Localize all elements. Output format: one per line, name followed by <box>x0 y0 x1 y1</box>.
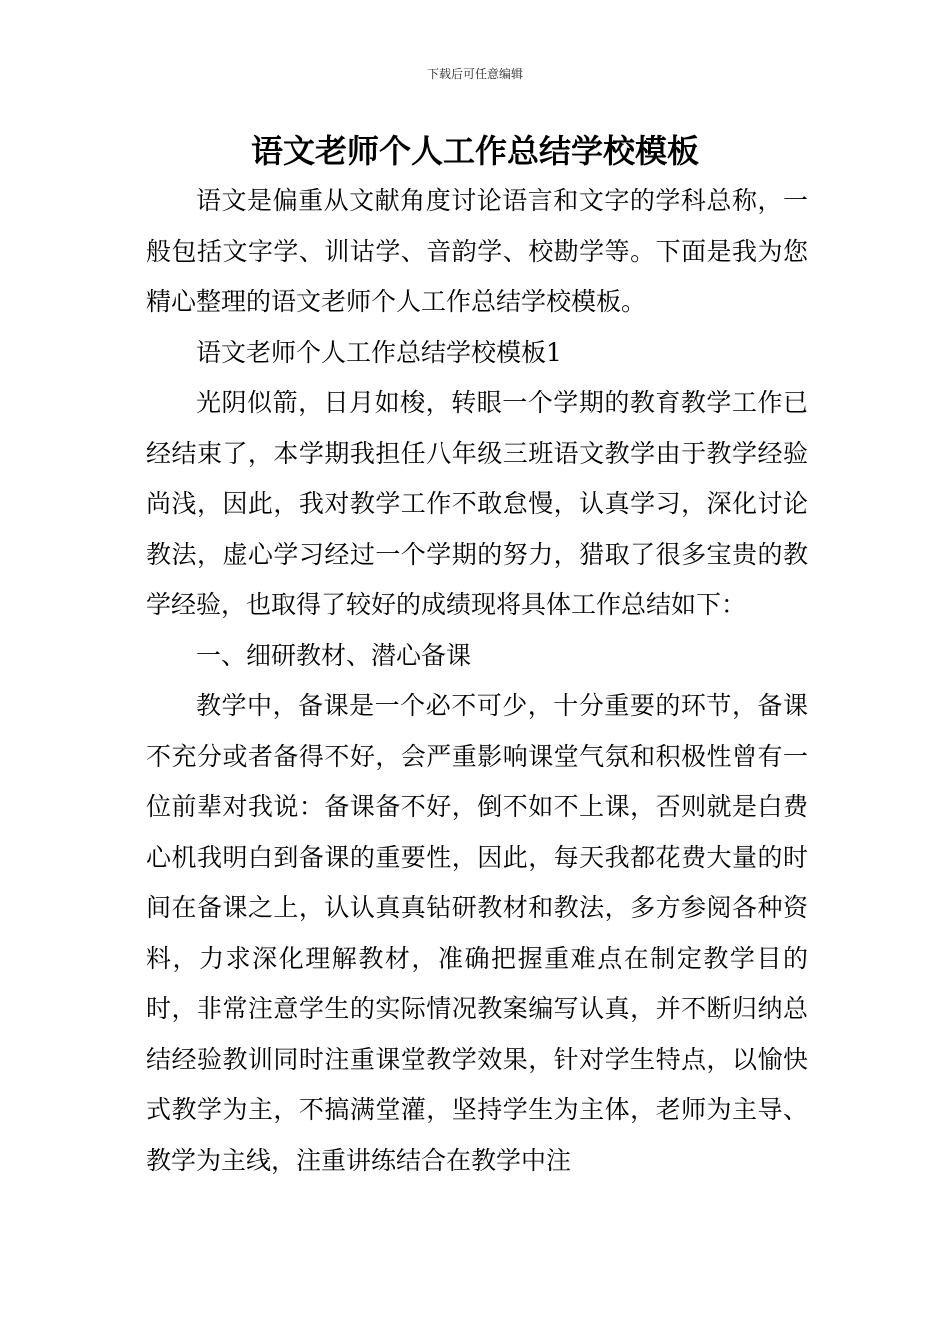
header-note: 下载后可任意编辑 <box>426 67 523 81</box>
document-body <box>146 176 808 1186</box>
body-paragraph: 教学中，备课是一个必不可少，十分重要的环节，备课不充分或者备得不好，会严重影响课堂气氛和积极性曾有一位前辈对我说：备课备不好，倒不如不上课，否则就是白费心机我明白到备课的重要性，因此，每天我都花费大量的时间在备课之上，认认真真钻研教材和教法，多方参阅各种资料，力求深化理解教材，准确把握重难点在制定教学目的时，非常注意学生的实际情况教案编写认真，并不断归纳总结经验教训同时注重课堂教学效果，针对学生特点，以愉快式教学为主，不搞满堂灌，坚持学生为主体，老师为主导、教学为主线，注重讲练结合在教学中注 <box>146 691 808 1175</box>
section-heading-1: 一、细研教材、潜心备课 <box>196 640 472 670</box>
body-paragraph: 光阴似箭，日月如梭，转眼一个学期的教育教学工作已经结束了，本学期我担任八年级三班语文教学由于教学经验尚浅，因此，我对教学工作不敢怠慢，认真学习，深化讨论教法，虚心学习经过一个学期的努力，猎取了很多宝贵的教学经验，也取得了较好的成绩现将具体工作总结如下： <box>146 388 808 619</box>
document-title: 语文老师个人工作总结学校模板 <box>250 132 699 170</box>
intro-paragraph: 语文是偏重从文献角度讨论语言和文字的学科总称，一般包括文字学、训诂学、音韵学、校勘学等。下面是我为您精心整理的语文老师个人工作总结学校模板。 <box>146 186 808 316</box>
section-heading-template-1: 语文老师个人工作总结学校模板1 <box>196 337 562 367</box>
